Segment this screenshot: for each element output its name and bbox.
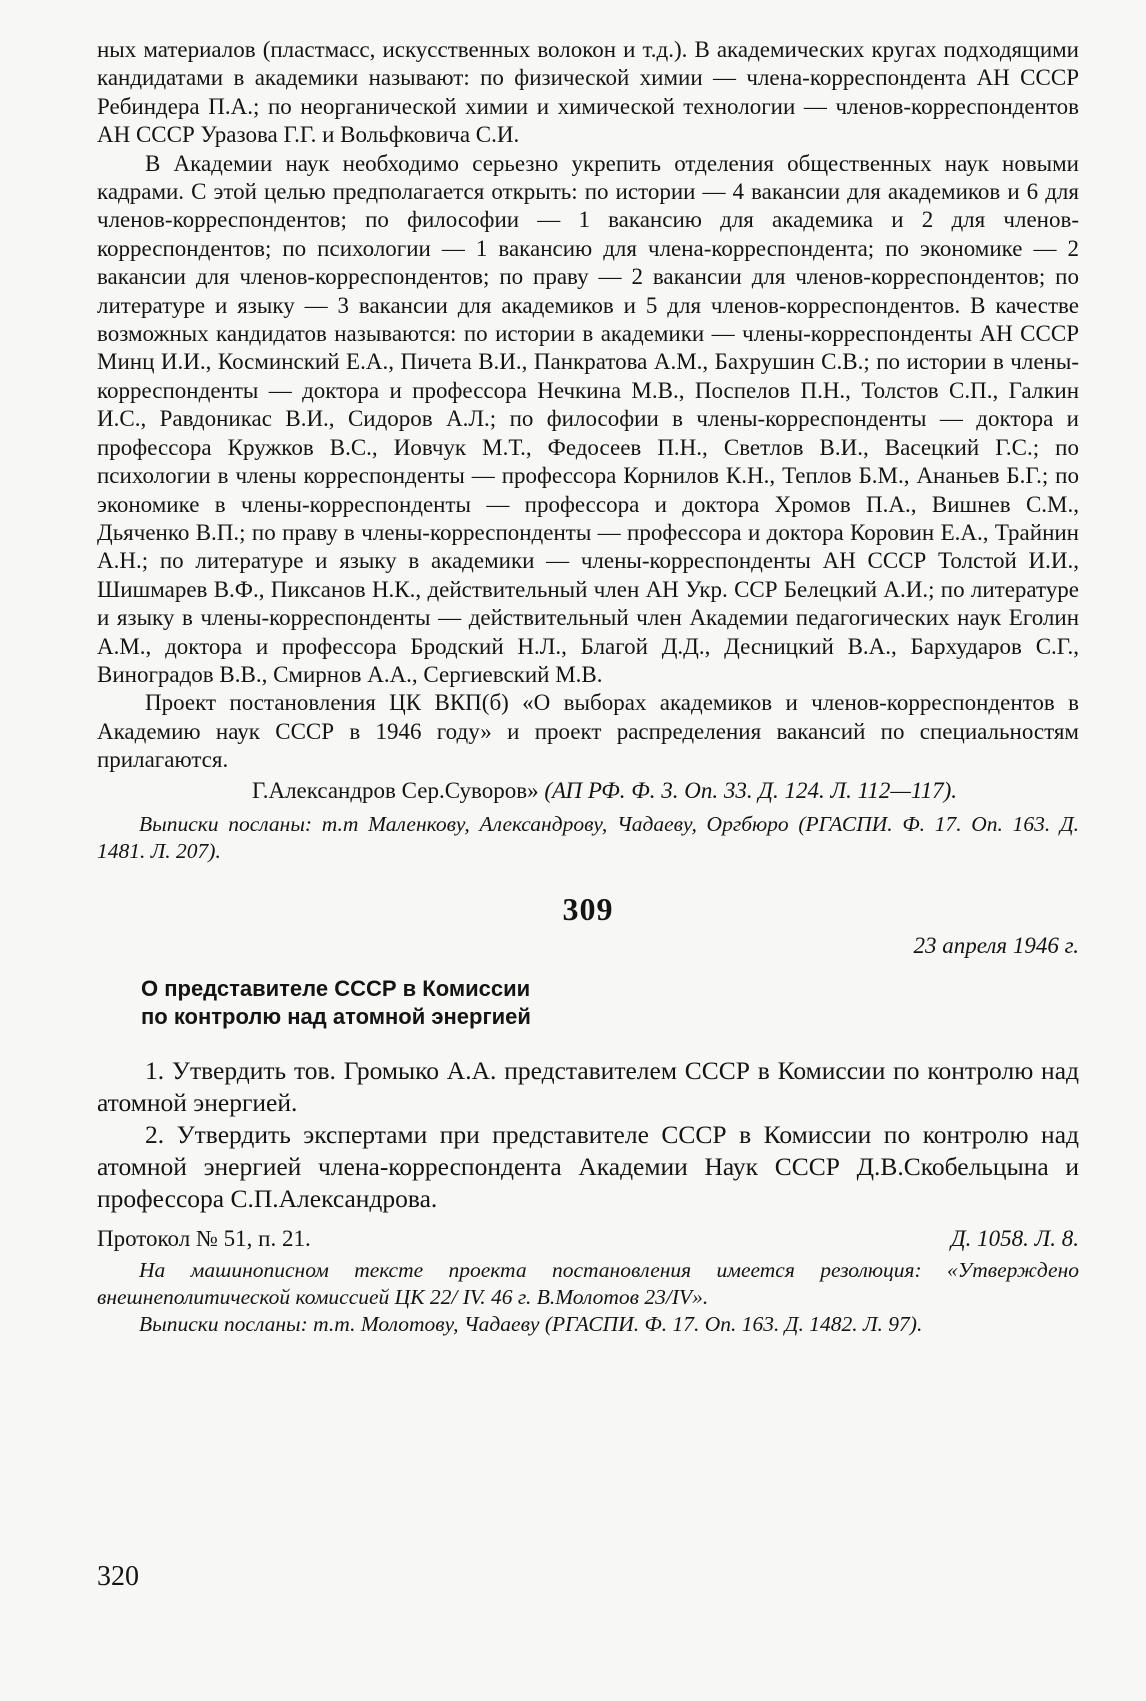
archive-reference: Д. 1058. Л. 8. — [951, 1225, 1079, 1251]
protocol-row — [97, 1225, 1079, 1253]
document-title — [141, 975, 1079, 1031]
document-title-line-2: по контролю над атомной энергией — [141, 1003, 531, 1029]
document-number: 309 — [562, 890, 614, 927]
text-column — [97, 36, 1079, 1338]
resolution-note: На машинописном тексте проекта постановления имеется резолюция: «Утверждено внешнеполитической комиссией ЦК 22/ IV. 46 г. В.Молотов 23/IV». — [97, 1258, 1079, 1310]
signature-source: (АП РФ. Ф. 3. Оп. 33. Д. 124. Л. 112—117). — [544, 777, 958, 803]
page-number: 320 — [97, 1561, 139, 1592]
paragraph-social-sciences: В Академии наук необходимо серьезно укрепить отделения общественных наук новыми кадрами. С этой целью предполагается открыть: по истории — 4 вакансии для академиков и 6 для членов-корреспондентов; по философии — 1 вакансию для академика и 2 для членов-корреспондентов; по психологии — 1 вакансию для члена-корреспондента; по экономике — 2 вакансии для членов-корреспондентов; по праву — 2 вакансии для членов-корреспондентов; по литературе и языку — 3 вакансии для академиков и 5 для членов-корреспондентов. В качестве возможных кандидатов называются: по истории в академики — члены-корреспонденты АН СССР Минц И.И., Косминский Е.А., Пичета В.И., Панкратова А.М., Бахрушин С.В.; по истории в члены-корреспонденты — доктора и профессора Нечкина М.В., Поспелов П.Н., Толстов С.П., Галкин И.С., Равдоникас В.И., Сидоров А.Л.; по философии в члены-корреспонденты — доктора и профессора Кружков В.С., Иовчук М.Т., Федосеев П.Н., Светлов В.И., Васецкий Г.С.; по психологии в члены корреспонденты — профессора Корнилов К.Н., Теплов Б.М., Ананьев Б.Г.; по экономике в члены-корреспонденты — профессора и доктора Хромов П.А., Вишнев С.М., Дьяченко В.П.; по праву в члены-корреспонденты — профессора и доктора Коровин Е.А., Трайнин А.Н.; по литературе и языку в академики — члены-корреспонденты АН СССР Толстой И.И., Шишмарев В.Ф., Пиксанов Н.К., действительный член АН Укр. ССР Белецкий А.И.; по литературе и языку в члены-корреспонденты — действительный член Академии педагогических наук Еголин А.М., доктора и профессора Бродский Н.Л., Благой Д.Д., Десницкий В.А., Бархударов С.Г., Виноградов В.В., Смирнов А.А., Сергиевский М.В. — [97, 150, 1079, 687]
document-date: 23 апреля 1946 г. — [913, 932, 1079, 958]
paragraph-draft-attached: Проект постановления ЦК ВКП(б) «О выборах академиков и членов-корреспондентов в Академию наук СССР в 1946 году» и проект распределения вакансий по специальностям прилагаются. — [97, 690, 1079, 773]
resolution-item-2: 2. Утвердить экспертами при представителе СССР в Комиссии по контролю над атомной энергией члена-корреспондента Академии Наук СССР Д.В.Скобельцына и профессора С.П.Александрова. — [97, 1119, 1079, 1213]
paragraph-continuation: ных материалов (пластмасс, искусственных волокон и т.д.). В академических кругах подходящими кандидатами в академики называют: по физической химии — члена-корреспондента АН СССР Ребиндера П.А.; по неорганической химии и химической технологии — членов-корреспондентов АН СССР Уразова Г.Г. и Вольфковича С.И. — [97, 37, 1079, 148]
signature-line — [97, 777, 1079, 805]
document-title-line-1: О представителе СССР в Комиссии — [141, 975, 531, 1001]
protocol-reference: Протокол № 51, п. 21. — [97, 1225, 311, 1251]
signature-names: Г.Александров Сер.Суворов» — [252, 777, 539, 803]
extracts-note-1: Выписки посланы: т.т Маленкову, Александрову, Чадаеву, Оргбюро (РГАСПИ. Ф. 17. Оп. 163. Д. 1481. Л. 207). — [97, 811, 1079, 863]
resolution-item-1: 1. Утвердить тов. Громыко А.А. представителем СССР в Комиссии по контролю над атомной энергией. — [97, 1055, 1079, 1117]
extracts-note-2: Выписки посланы: т.т. Молотову, Чадаеву (РГАСПИ. Ф. 17. Оп. 163. Д. 1482. Л. 97). — [139, 1312, 923, 1337]
